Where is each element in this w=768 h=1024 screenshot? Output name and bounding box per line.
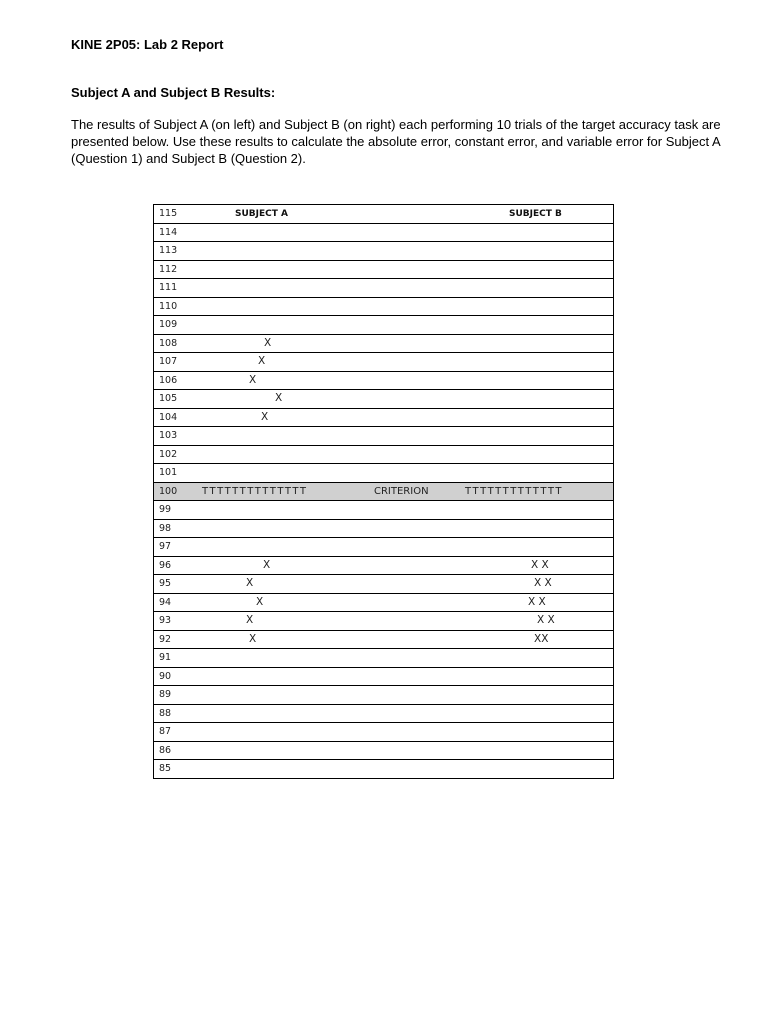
target-marks-right: TTTTTTTTTTTTT — [465, 485, 564, 497]
grid-row — [154, 760, 613, 779]
grid-row — [154, 501, 613, 520]
subject-b-trial-mark: X X — [531, 558, 549, 571]
subject-a-trial-mark: X — [263, 558, 271, 571]
subject-a-trial-mark: X — [246, 614, 254, 626]
row-value-label: 85 — [159, 763, 172, 774]
subject-b-header: SUBJECT B — [509, 209, 562, 219]
grid-row — [154, 575, 613, 594]
subject-b-trial-mark: X X — [534, 577, 552, 589]
row-value-label: 89 — [159, 689, 172, 700]
row-value-label: 101 — [159, 467, 178, 478]
subject-b-trial-mark: XX — [534, 632, 549, 645]
row-value-label: 109 — [159, 319, 178, 330]
row-value-label: 114 — [159, 226, 178, 238]
row-value-label: 86 — [159, 744, 172, 756]
row-value-label: 106 — [159, 374, 178, 386]
row-value-label: 91 — [159, 652, 172, 663]
grid-row — [154, 446, 613, 465]
intro-paragraph: The results of Subject A (on left) and Subject B (on right) each performing 10 trials of the target accuracy task are presented below. Use these results to calculate the absolute error, constant error, and variable error for Subject A (Question 1) and Subject B (Question 2). — [71, 117, 721, 166]
grid-row — [154, 742, 613, 761]
grid-row — [154, 557, 613, 576]
subject-a-trial-mark: X — [256, 595, 264, 608]
subject-b-trial-mark: X X — [528, 595, 546, 608]
grid-row — [154, 205, 613, 224]
row-value-label: 104 — [159, 411, 178, 423]
criterion-row — [154, 483, 613, 502]
row-value-label: 97 — [159, 541, 172, 552]
grid-row — [154, 409, 613, 428]
row-value-label: 111 — [159, 282, 178, 293]
row-value-label: 102 — [159, 448, 178, 460]
row-value-label: 113 — [159, 245, 178, 256]
results-grid — [153, 204, 614, 779]
target-marks-left: TTTTTTTTTTTTTT — [202, 485, 308, 497]
subject-a-trial-mark: X — [246, 577, 254, 589]
criterion-label: CRITERION — [374, 485, 429, 497]
row-value-label: 98 — [159, 522, 172, 534]
row-value-label: 110 — [159, 300, 178, 312]
row-value-label: 96 — [159, 559, 172, 571]
row-value-label: 88 — [159, 707, 172, 719]
grid-row — [154, 723, 613, 742]
row-value-label: 108 — [159, 337, 178, 349]
row-value-label: 115 — [159, 208, 178, 219]
row-value-label: 90 — [159, 670, 172, 682]
row-value-label: 92 — [159, 633, 172, 645]
document-title: KINE 2P05: Lab 2 Report — [71, 37, 224, 52]
grid-row — [154, 649, 613, 668]
subject-b-trial-mark: X X — [537, 614, 555, 626]
subject-a-trial-mark: X — [249, 632, 257, 645]
grid-row — [154, 224, 613, 243]
subject-a-trial-mark: X — [275, 392, 283, 404]
row-value-label: 107 — [159, 356, 178, 367]
subject-a-trial-mark: X — [249, 373, 257, 386]
row-value-label: 103 — [159, 430, 178, 441]
grid-row — [154, 668, 613, 687]
row-value-label: 100 — [159, 485, 178, 497]
grid-row — [154, 390, 613, 409]
grid-row — [154, 353, 613, 372]
grid-row — [154, 261, 613, 280]
row-value-label: 99 — [159, 504, 172, 515]
grid-row — [154, 631, 613, 650]
subject-a-trial-mark: X — [264, 336, 272, 349]
grid-row — [154, 464, 613, 483]
row-value-label: 94 — [159, 596, 172, 608]
grid-row — [154, 520, 613, 539]
section-heading: Subject A and Subject B Results: — [71, 85, 276, 100]
grid-row — [154, 279, 613, 298]
row-value-label: 112 — [159, 263, 178, 275]
grid-row — [154, 372, 613, 391]
row-value-label: 95 — [159, 578, 172, 589]
subject-a-trial-mark: X — [258, 355, 266, 367]
grid-row — [154, 316, 613, 335]
grid-row — [154, 705, 613, 724]
grid-row — [154, 612, 613, 631]
subject-a-header: SUBJECT A — [235, 209, 288, 219]
grid-row — [154, 686, 613, 705]
grid-row — [154, 298, 613, 317]
row-value-label: 105 — [159, 393, 178, 404]
row-value-label: 93 — [159, 615, 172, 626]
grid-row — [154, 427, 613, 446]
grid-row — [154, 242, 613, 261]
grid-row — [154, 538, 613, 557]
grid-row — [154, 335, 613, 354]
row-value-label: 87 — [159, 726, 172, 737]
grid-row — [154, 594, 613, 613]
subject-a-trial-mark: X — [261, 410, 269, 423]
